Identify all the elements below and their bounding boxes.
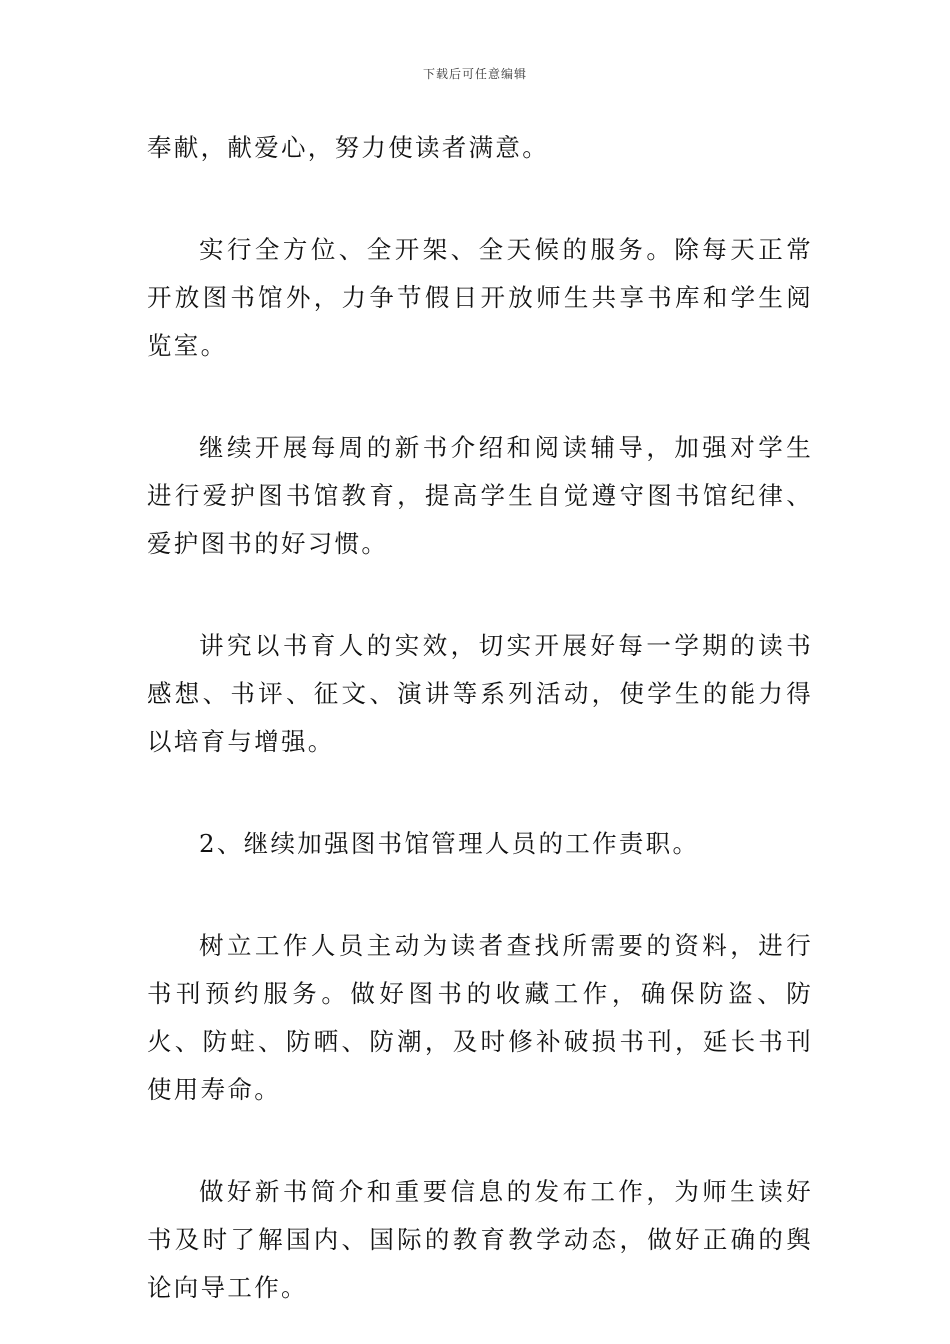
paragraph: 讲究以书育人的实效，切实开展好每一学期的读书感想、书评、征文、演讲等系列活动，使学生的能力得以培育与增强。	[147, 631, 813, 756]
paragraph: 树立工作人员主动为读者查找所需要的资料，进行书刊预约服务。做好图书的收藏工作，确保防盗、防火、防蛀、防晒、防潮，及时修补破损书刊，延长书刊使用寿命。	[147, 931, 813, 1104]
page-header: 下载后可任意编辑	[422, 67, 527, 81]
paragraph: 继续开展每周的新书介绍和阅读辅导，加强对学生进行爱护图书馆教育，提高学生自觉遵守图书馆纪律、爱护图书的好习惯。	[147, 433, 813, 558]
document-body	[147, 124, 813, 1312]
paragraph: 实行全方位、全开架、全天候的服务。除每天正常开放图书馆外，力争节假日开放师生共享书库和学生阅览室。	[147, 235, 813, 360]
paragraph: 做好新书简介和重要信息的发布工作，为师生读好书及时了解国内、国际的教育教学动态，做好正确的舆论向导工作。	[147, 1177, 813, 1302]
paragraph: 奉献，献爱心，努力使读者满意。	[147, 133, 549, 162]
section-heading: 2、继续加强图书馆管理人员的工作责职。	[199, 829, 700, 858]
